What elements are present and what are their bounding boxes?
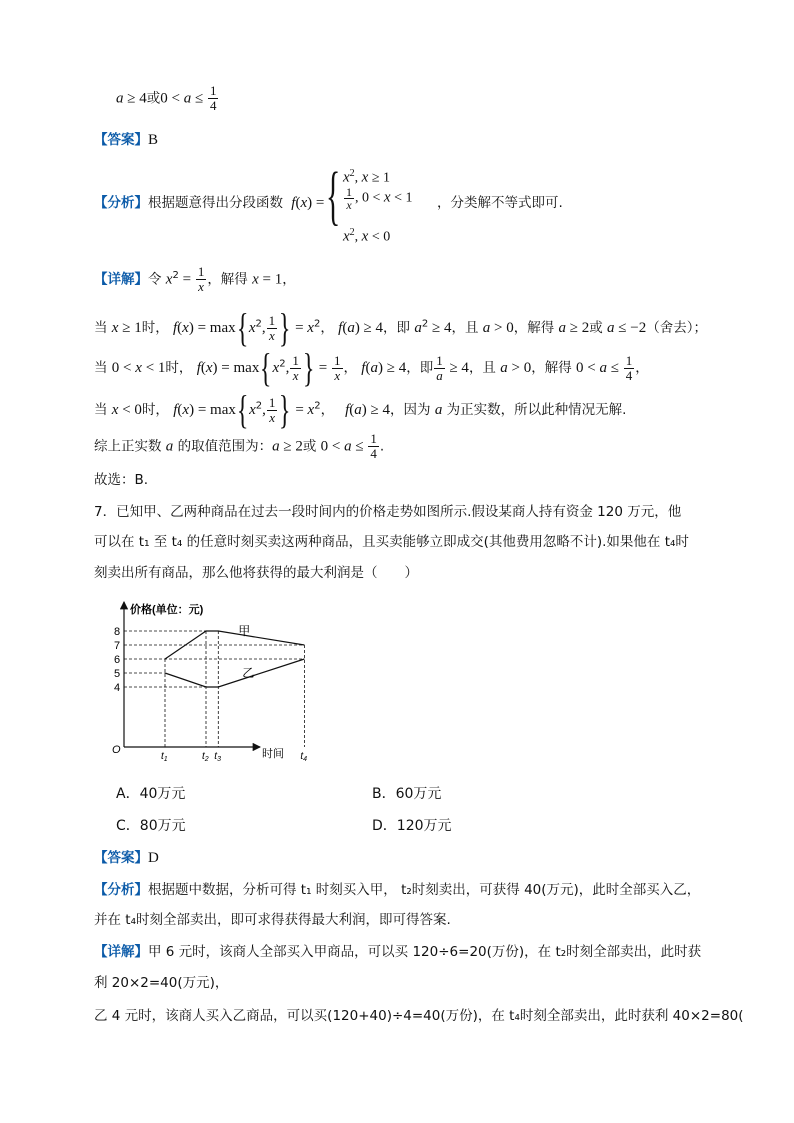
answer-value: B xyxy=(148,132,159,148)
q7-answer: 【答案】D xyxy=(94,850,159,866)
x-tick-label-t3: $t_3$ xyxy=(214,751,221,763)
q7-text-line3: 刻卖出所有商品，那么他将获得的最大利润是（ ） xyxy=(94,565,418,581)
option-b[interactable]: B．60万元 xyxy=(372,786,442,802)
piecewise-case-2: $\frac{1}{x}$ , 0 < x < 1 xyxy=(346,185,413,212)
y-tick-label-8: 8 xyxy=(114,626,121,638)
x-tick-label-t4: $t_4$ xyxy=(300,751,308,763)
analysis-tag: 【分析】 xyxy=(94,195,148,211)
q7-text-line1: 7．已知甲、乙两种商品在过去一段时间内的价格走势如图所示.假设某商人持有资金 120 万元，他 xyxy=(94,504,682,520)
option-c[interactable]: C．80万元 xyxy=(116,818,186,834)
x-tick-label-t1: $t_1$ xyxy=(161,751,168,763)
q7-analysis-line1: 【分析】根据题中数据，分析可得 t₁ 时刻买入甲， t₂时刻卖出，可获得 40(万元)，此时全部买入乙， xyxy=(94,882,701,898)
price-trend-chart xyxy=(100,596,308,766)
y-tick-label-6: 6 xyxy=(114,654,121,666)
x-tick-label-t2: $t_2$ xyxy=(202,751,209,763)
y-tick-label-7: 7 xyxy=(114,640,121,652)
q6-case3: 当 x < 0时， $f(x) = \max\{x^2$, $\frac{1}{x}$ } = $x^2$， f(a) ≥ 4，因为 a 为正实数，所以此种情况无解. xyxy=(94,387,627,432)
option-a[interactable]: A．40万元 xyxy=(116,786,186,802)
q6-detail-line1: 【详解】令 $x^2$ = $\frac{1}{x}$ ，解得 x = 1， xyxy=(94,264,296,294)
series-label-yi: 乙 xyxy=(242,666,255,680)
series-label-jia: 甲 xyxy=(238,624,251,638)
q7-detail-line1: 【详解】甲 6 元时，该商人全部买入甲商品，可以买 120÷6=20(万份)，在 t₂时刻全部卖出，此时获 xyxy=(94,944,702,960)
q7-detail-line2: 利 20×2=40(万元)， xyxy=(94,975,229,991)
analysis-pre: 根据题意得出分段函数 xyxy=(148,195,283,211)
origin-label: O xyxy=(112,744,121,756)
answer-tag: 【答案】 xyxy=(94,132,148,148)
q6-answer xyxy=(94,130,158,150)
q6-case2: 当 0 < x < 1时， $f(x) = \max\{x^2$, $\frac{1}{x}$ } = $\frac{1}{x}$ ， f(a) ≥ 4，即 $\frac{1}{a}$ ≥ 4，且 a > 0，解得 0 < a ≤ $\frac{1}{4}$ ， xyxy=(94,345,649,390)
q7-detail-line3: 乙 4 元时，该商人买入乙商品，可以买(120+40)÷4=40(万份)，在 t₄时刻全部卖出，此时获利 40×2=80( xyxy=(94,1008,744,1024)
q6-summary: 综上正实数 a 的取值范围为：a ≥ 2或 0 < a ≤ $\frac{1}{4}$ . xyxy=(94,431,385,461)
series-line-yi xyxy=(165,659,304,687)
y-tick-label-4: 4 xyxy=(114,682,121,694)
q6-analysis: 【分析】根据题意得出分段函数 f(x) = xyxy=(94,195,325,211)
piecewise-case-3: $x^2$, x < 0 xyxy=(343,227,391,245)
q6-choice: 故选：B. xyxy=(94,472,149,488)
y-axis-label: 价格(单位：元) xyxy=(130,604,204,616)
piecewise-brace: { xyxy=(326,159,341,232)
q7-analysis-line2: 并在 t₄时刻全部卖出，即可求得获得最大利润，即可得答案. xyxy=(94,912,451,928)
detail-tag: 【详解】 xyxy=(94,271,148,288)
x-axis-label: 时间 xyxy=(262,748,284,760)
option-d[interactable]: D．120万元 xyxy=(372,818,452,834)
piecewise-case-1: $x^2$, x ≥ 1 xyxy=(343,168,391,186)
q7-text-line2: 可以在 t₁ 至 t₄ 的任意时刻买卖这两种商品，且买卖能够立即成交(其他费用忽略不计).如果他在 t₄时 xyxy=(94,534,689,550)
q6-case1: 当 x ≥ 1时， $f(x) = \max\{x^2$, $\frac{1}{x}$ } = $x^2$， f(a) ≥ 4，即 $a^2 \ge 4$，且 a > 0，解得 a ≥ 2或 a ≤ −2（舍去）； xyxy=(94,305,707,350)
y-tick-label-5: 5 xyxy=(114,668,121,680)
prev-answer-line: a ≥ 4或0 < a ≤ $\frac{1}{4}$ xyxy=(116,83,217,113)
analysis-post: ，分类解不等式即可. xyxy=(437,195,563,211)
